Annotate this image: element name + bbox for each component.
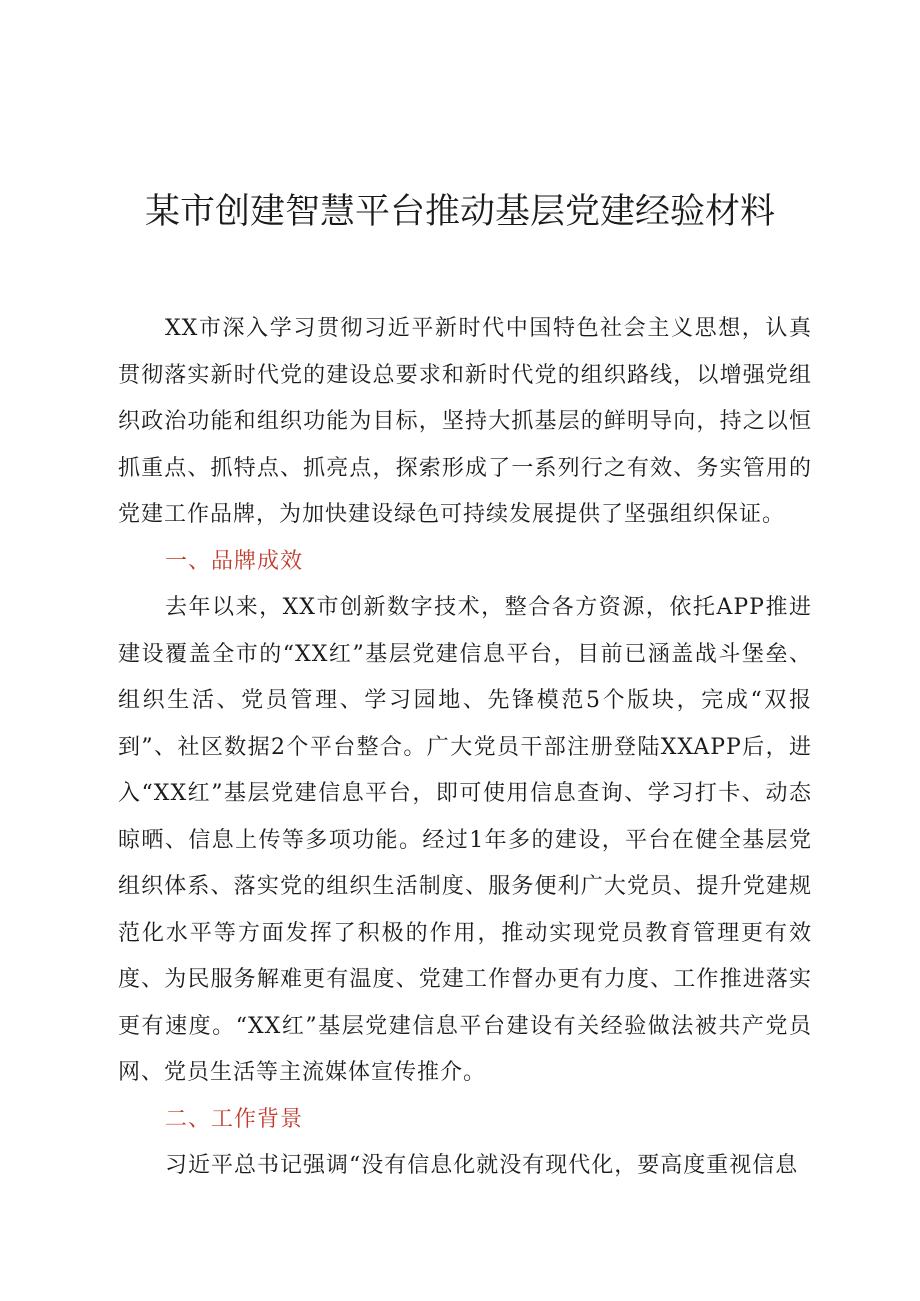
brand-results-paragraph: 去年以来，XX市创新数字技术，整合各方资源，依托APP推进建设覆盖全市的“XX红”基层党建信息平台，目前已涵盖战斗堡垒、组织生活、党员管理、学习园地、先锋模范5个版块，完成“双报到”、社区数据2个平台整合。广大党员干部注册登陆XXAPP后，进入“XX红”基层党建信息平台，即可使用信息查询、学习打卡、动态晾晒、信息上传等多项功能。经过1年多的建设，平台在健全基层党组织体系、落实党的组织生活制度、服务便利广大党员、提升党建规范化水平等方面发挥了积极的作用，推动实现党员教育管理更有效度、为民服务解难更有温度、党建工作督办更有力度、工作推进落实更有速度。“XX红”基层党建信息平台建设有关经验做法被共产党员网、党员生活等主流媒体宣传推介。: [118, 595, 812, 1085]
section-heading-brand-results: 一、品牌成效: [165, 548, 304, 574]
document-body: [118, 306, 812, 1190]
work-background-paragraph: 习近平总书记强调“没有信息化就没有现代化，要高度重视信息: [165, 1153, 799, 1178]
intro-paragraph: XX市深入学习贯彻习近平新时代中国特色社会主义思想，认真贯彻落实新时代党的建设总要求和新时代党的组织路线，以增强党组织政治功能和组织功能为目标，坚持大抓基层的鲜明导向，持之以恒抓重点、抓特点、抓亮点，探索形成了一系列行之有效、务实管用的党建工作品牌，为加快建设绿色可持续发展提供了坚强组织保证。: [118, 316, 812, 527]
document-title: 某市创建智慧平台推动基层党建经验材料: [144, 192, 775, 232]
section-heading-work-background: 二、工作背景: [165, 1106, 304, 1132]
